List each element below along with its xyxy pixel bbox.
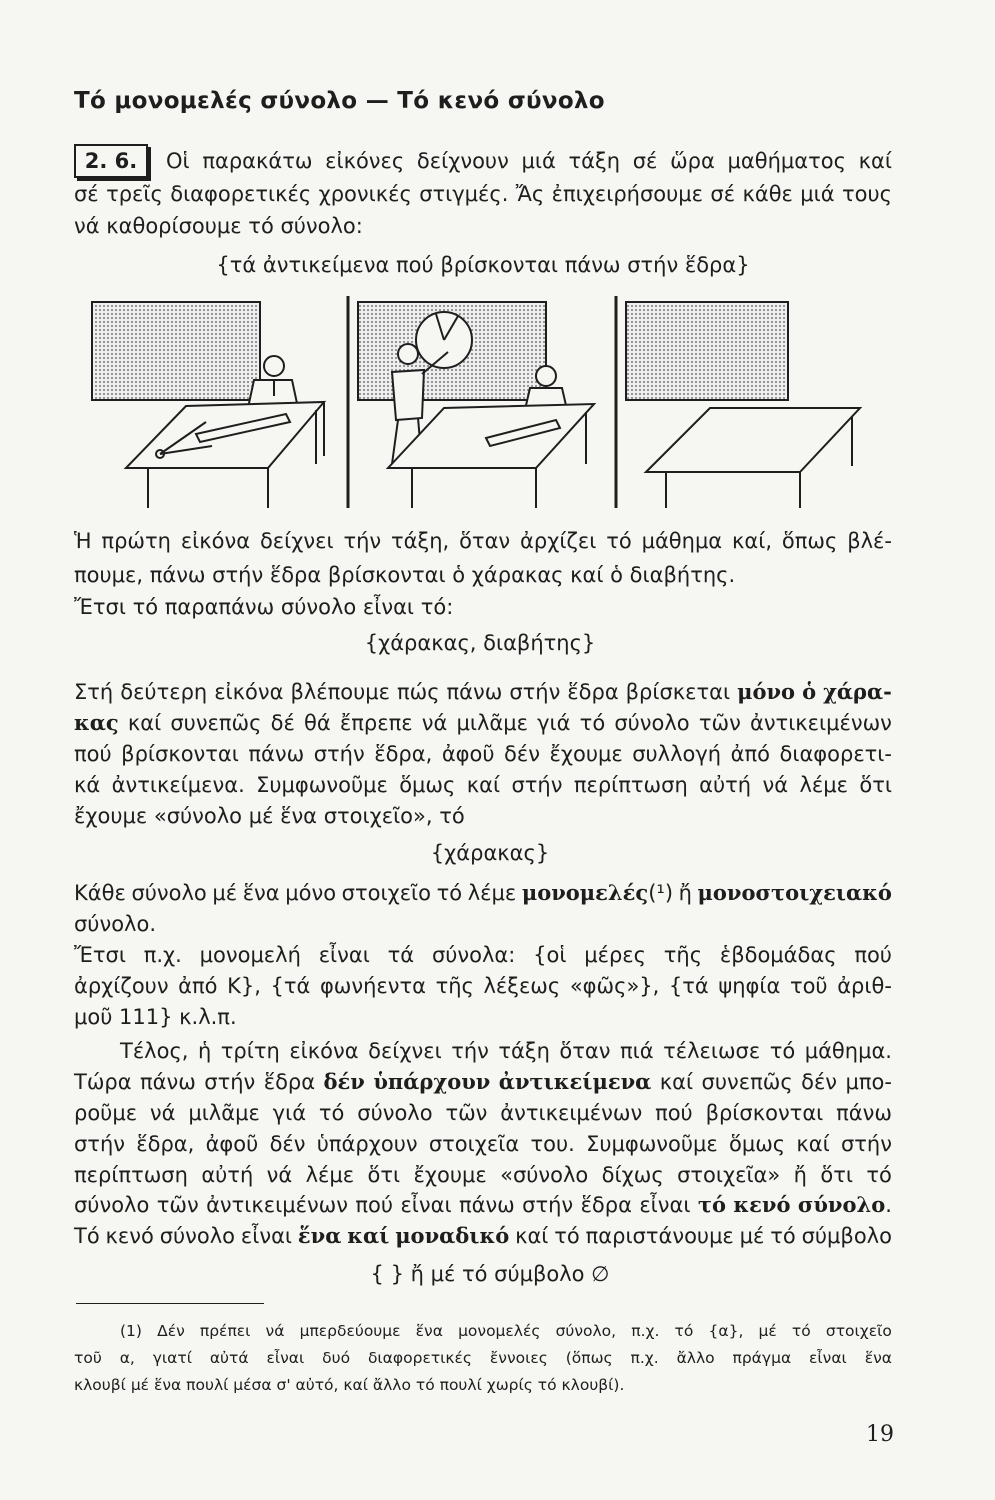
scene-1 bbox=[92, 302, 324, 508]
scene-2 bbox=[358, 302, 594, 508]
section-number: 2. 6. bbox=[74, 144, 148, 178]
para5-line: στήν ἕδρα, ἀφοῦ δέν ὑπάρχουν στοιχεῖα του. Συμφωνοῦμε ὅμως καί στήν bbox=[74, 1132, 892, 1156]
para5-line: ροῦμε νά μιλᾶμε γιά τό σύνολο τῶν ἀντικειμένων πού βρίσκονται πάνω bbox=[74, 1101, 892, 1125]
para2-line: κας καί συνεπῶς δέ θά ἔπρεπε νά μιλᾶμε γιά τό σύνολο τῶν ἀντικειμένων bbox=[74, 710, 892, 735]
para3-line: Κάθε σύνολο μέ ἕνα μόνο στοιχεῖο τό λέμε μονομελές(¹) ἤ μονοστοιχειακό bbox=[74, 880, 892, 905]
scene-3 bbox=[626, 302, 860, 508]
para4-line: ἀρχίζουν ἀπό Κ}, {τά φωνήεντα τῆς λέξεως «φῶς»}, {τά ψηφία τοῦ ἀριθ- bbox=[74, 974, 892, 998]
intro-line: Οἱ παρακάτω εἰκόνες δείχνουν μιά τάξη σέ ὥρα μαθήματος καί bbox=[166, 149, 892, 173]
para5-line: Τέλος, ἡ τρίτη εἰκόνα δείχνει τήν τάξη ὅταν πιά τέλειωσε τό μάθημα. bbox=[120, 1039, 892, 1063]
para3-line: σύνολο. bbox=[74, 912, 156, 936]
teacher-head bbox=[398, 344, 418, 364]
para5-line: σύνολο τῶν ἀντικειμένων πού εἶναι πάνω στήν ἕδρα εἶναι τό κενό σύνολο. bbox=[74, 1192, 892, 1217]
para5-line: Τό κενό σύνολο εἶναι ἕνα καί μοναδικό καί τό παριστάνουμε μέ τό σύμβολο bbox=[74, 1223, 892, 1248]
page-number: 19 bbox=[866, 1422, 894, 1447]
para2-line: Στή δεύτερη εἰκόνα βλέπουμε πώς πάνω στήν ἕδρα βρίσκεται μόνο ὁ χάρα- bbox=[74, 679, 892, 704]
classroom-illustration bbox=[86, 296, 868, 508]
para2-line: πού βρίσκονται πάνω στήν ἕδρα, ἀφοῦ δέν ἔχουμε συλλογή ἀπό διαφορετι- bbox=[74, 742, 892, 766]
para4-line: μοῦ 111} κ.λ.π. bbox=[74, 1005, 237, 1029]
blackboard bbox=[92, 302, 260, 400]
para1-line: Ἡ πρώτη εἰκόνα δείχνει τήν τάξη, ὅταν ἀρχίζει τό μάθημα καί, ὅπως βλέ- bbox=[74, 529, 892, 553]
teacher-desk bbox=[646, 408, 860, 472]
para2-line: κά ἀντικείμενα. Συμφωνοῦμε ὅμως καί στήν περίπτωση αὐτή νά λέμε ὅτι bbox=[74, 773, 892, 797]
student-head bbox=[536, 366, 556, 386]
para5-line: περίπτωση αὐτή νά λέμε ὅτι ἔχουμε «σύνολο δίχως στοιχεῖα» ἤ ὅτι τό bbox=[74, 1163, 892, 1187]
set-ruler-compass: {χάρακας, διαβήτης} bbox=[364, 631, 596, 655]
page-title: Τό μονομελές σύνολο — Τό κενό σύνολο bbox=[74, 88, 605, 114]
intro-line: νά καθορίσουμε τό σύνολο: bbox=[74, 214, 363, 238]
empty-set-symbols: { } ἤ μέ τό σύμβολο ∅ bbox=[370, 1262, 610, 1286]
para5-line: Τώρα πάνω στήν ἕδρα δέν ὑπάρχουν ἀντικείμενα καί συνεπῶς δέν μπο- bbox=[74, 1069, 892, 1094]
set-definition: {τά ἀντικείμενα πού βρίσκονται πάνω στήν ἕδρα} bbox=[216, 253, 750, 277]
teacher-head bbox=[264, 356, 284, 376]
para1-line: Ἔτσι τό παραπάνω σύνολο εἶναι τό: bbox=[74, 595, 454, 619]
para1-line: πουμε, πάνω στήν ἕδρα βρίσκονται ὁ χάρακας καί ὁ διαβήτης. bbox=[74, 563, 736, 587]
blackboard bbox=[626, 302, 788, 400]
para4-line: Ἔτσι π.χ. μονομελή εἶναι τά σύνολα: {οἱ μέρες τῆς ἑβδομάδας πού bbox=[74, 943, 892, 967]
footnote-line: (1) Δέν πρέπει νά μπερδεύουμε ἕνα μονομελές σύνολο, π.χ. τό {α}, μέ τό στοιχεῖο bbox=[120, 1322, 892, 1340]
footnote-line: τοῦ α, γιατί αὐτά εἶναι δυό διαφορετικές ἔννοιες (ὅπως π.χ. ἄλλο πράγμα εἶναι ἕνα bbox=[74, 1349, 892, 1367]
intro-line: σέ τρεῖς διαφορετικές χρονικές στιγμές. Ἄς ἐπιχειρήσουμε σέ κάθε μιά τους bbox=[74, 182, 892, 206]
set-ruler: {χάρακας} bbox=[430, 841, 550, 865]
footnote-rule bbox=[76, 1303, 264, 1304]
para2-line: ἔχουμε «σύνολο μέ ἕνα στοιχεῖο», τό bbox=[74, 804, 465, 828]
footnote-line: κλουβί μέ ἕνα πουλί μέσα σ' αὐτό, καί ἄλλο τό πουλί χωρίς τό κλουβί). bbox=[74, 1376, 625, 1394]
